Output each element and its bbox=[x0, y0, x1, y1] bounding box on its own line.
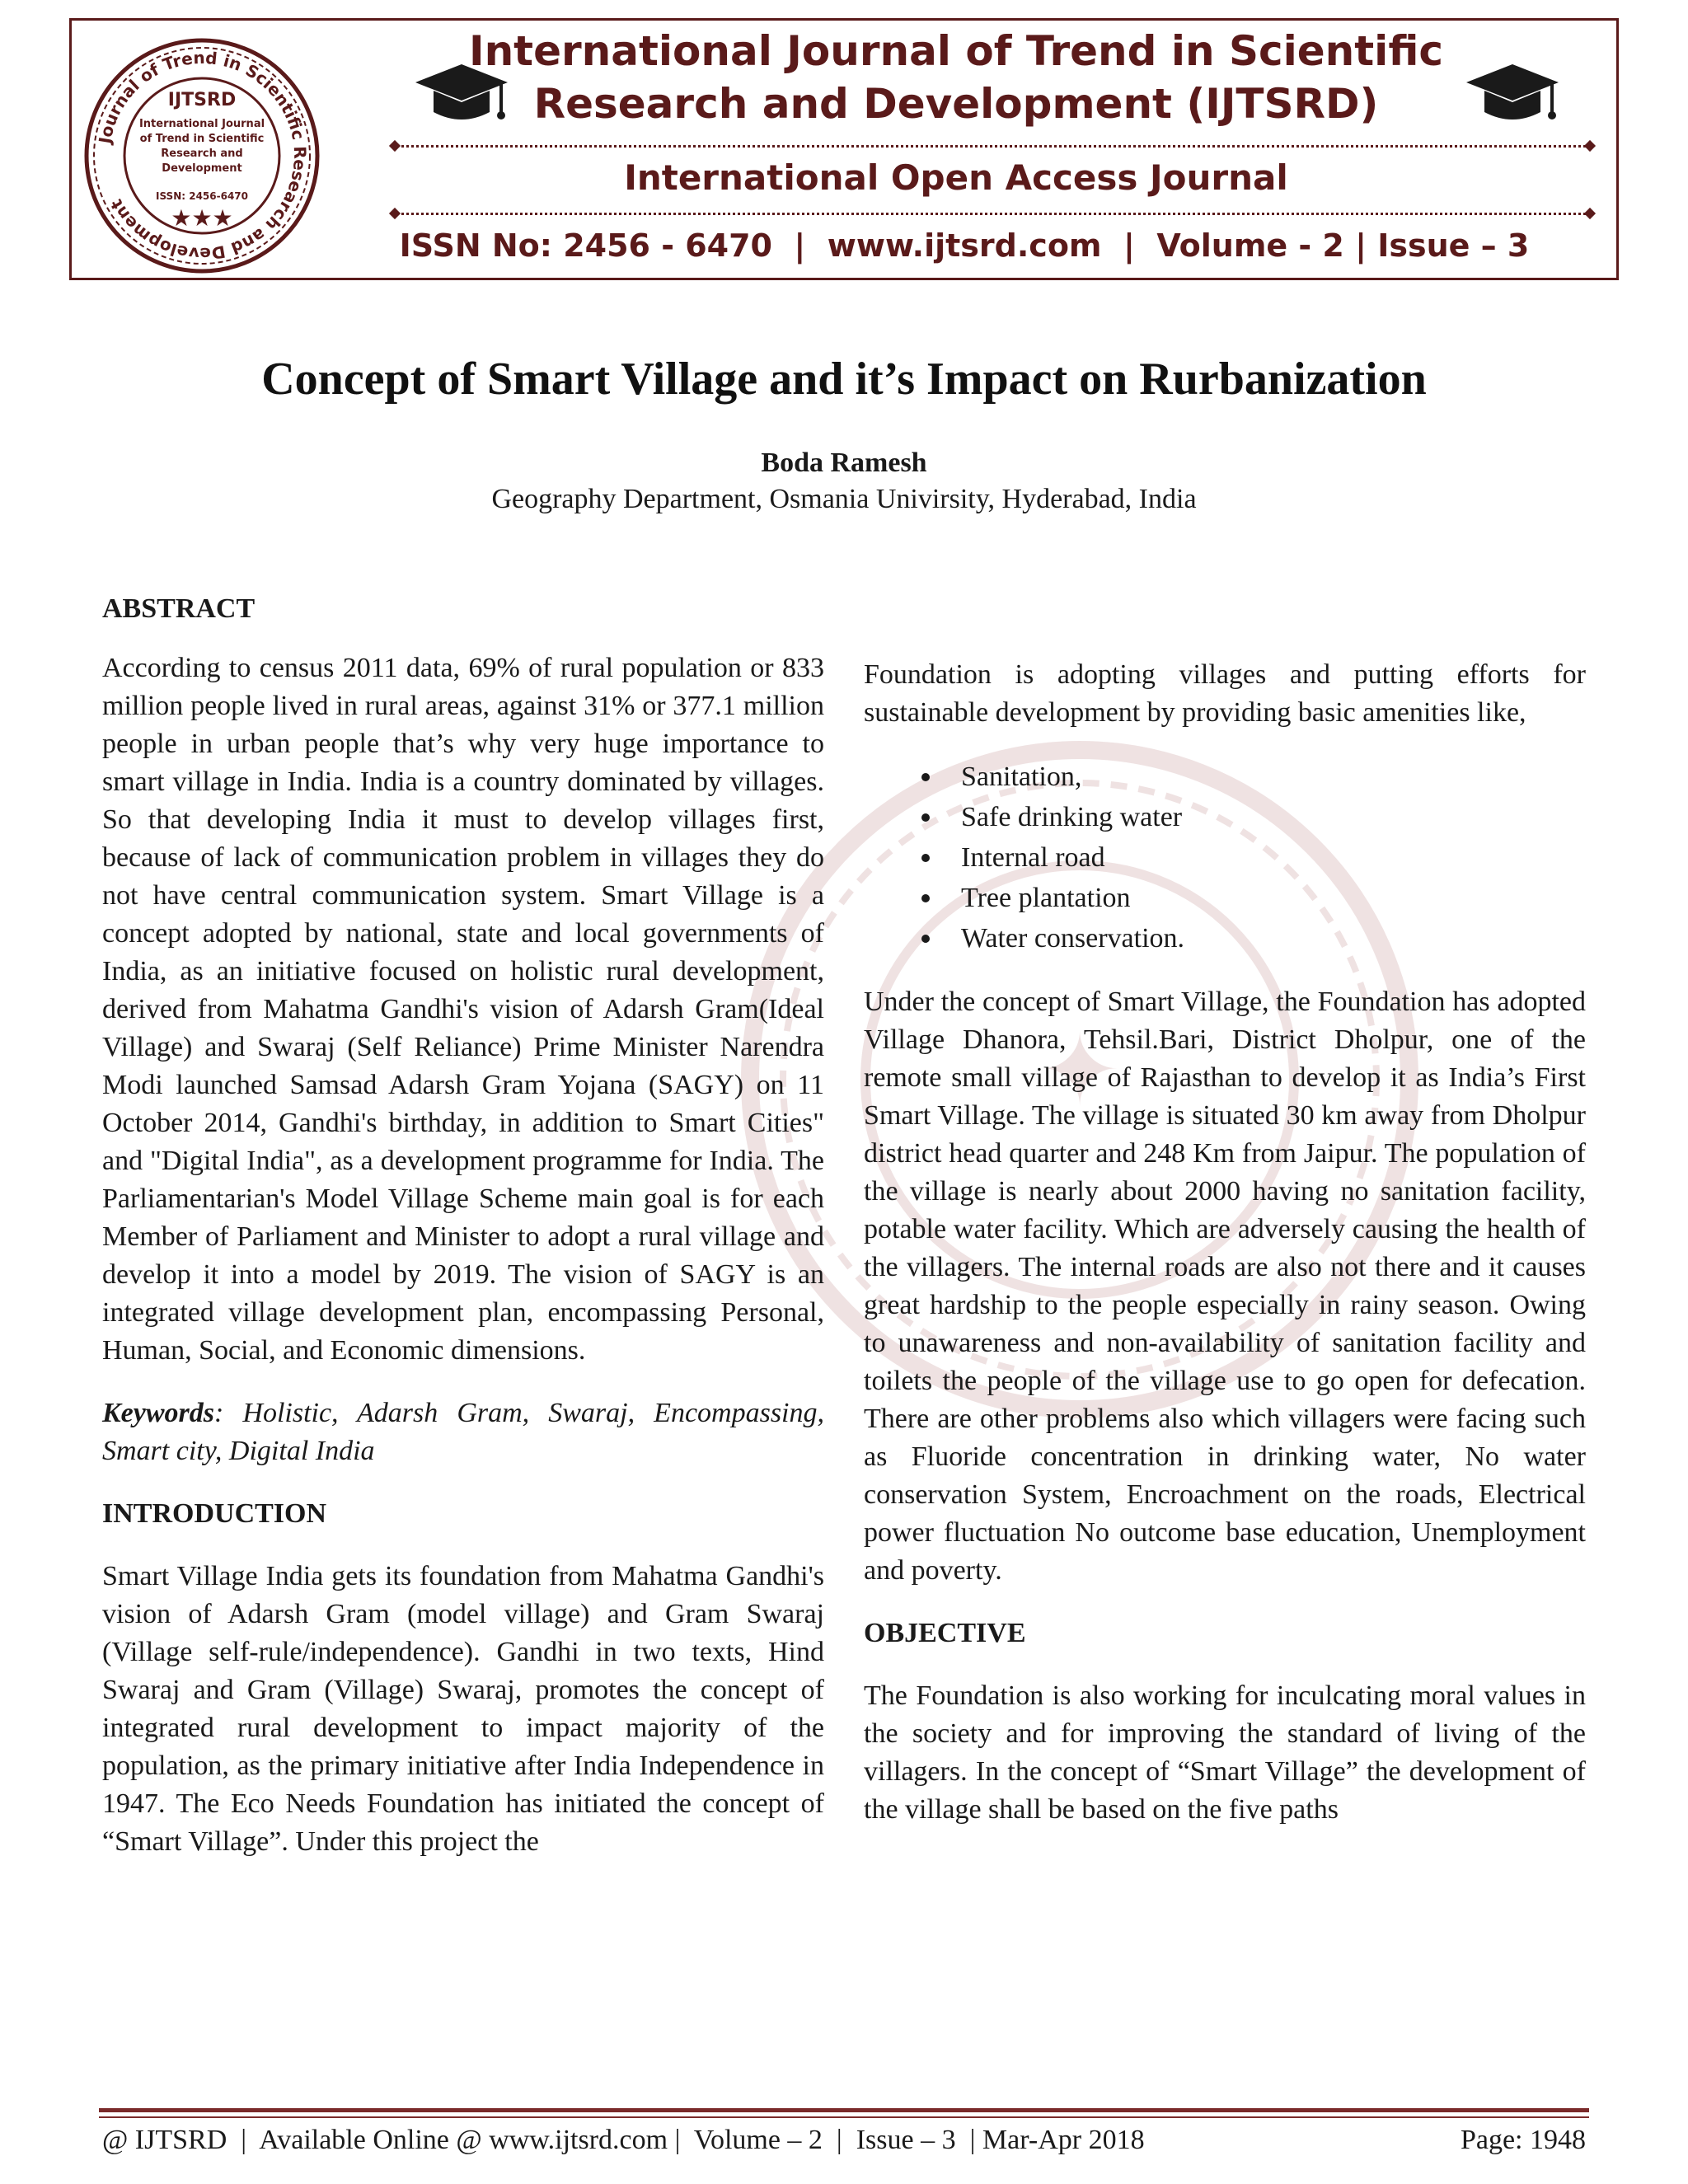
dhanora-paragraph: Under the concept of Smart Village, the Foundation has adopted Village Dhanora, Tehsil.Bari, District Dholpur, one of the remote small village of Rajasthan to develop it as India’s First Smart Village. The village is situated 30 km away from Dholpur district head quarter and 248 Km from Jaipur. The population of the village is nearly about 2000 having no sanitation facility, potable water facility. Which are adversely causing the health of the villagers. The internal roads are also not there and it causes great hardship to the people especially in rainy season. Owing to unawareness and non-availability of sanitation facility and toilets the people of the village use to go open for defecation. There are other problems also which villagers were facing such as Fluoride concentration in drinking water, No water conservation System, Encroachment on the roads, Electrical power fluctuation No outcome base education, Unemployment and poverty. bbox=[864, 987, 1586, 1586]
svg-text:✦: ✦ bbox=[1038, 1014, 1122, 1128]
logo-line: Development bbox=[162, 162, 242, 175]
objective-text: The Foundation is also working for inculcating moral values in the society and for improving the standard of living of the villagers. In the concept of “Smart Village” the development of the village shall be based on the five paths bbox=[864, 1680, 1586, 1825]
journal-title bbox=[462, 25, 1451, 130]
introduction-continued-text: Foundation is adopting villages and putting efforts for sustainable development by providing basic amenities like, bbox=[864, 659, 1586, 728]
list-item bbox=[921, 918, 1586, 958]
list-item bbox=[921, 757, 1586, 797]
logo-line: Research and bbox=[161, 148, 243, 160]
journal-title-line: International Journal of Trend in Scientific bbox=[468, 27, 1444, 75]
keywords-paragraph bbox=[102, 1394, 824, 1470]
bullet-icon bbox=[921, 773, 930, 781]
graduation-cap-icon bbox=[1463, 58, 1562, 132]
list-item-text: Safe drinking water bbox=[961, 802, 1183, 832]
right-column bbox=[864, 656, 1586, 1829]
bullet-icon bbox=[921, 935, 930, 943]
logo-abbr: IJTSRD bbox=[167, 90, 237, 110]
logo-line: International Journal bbox=[138, 118, 265, 130]
abstract-heading: ABSTRACT bbox=[102, 593, 256, 624]
list-item-text: Tree plantation bbox=[961, 883, 1131, 913]
logo-ring-text: Journal of Trend in Scientific Research and Development bbox=[95, 47, 311, 265]
author-affiliation: Geography Department, Osmania Univirsity, Hyderabad, India bbox=[491, 484, 1197, 514]
page-number: Page: 1948 bbox=[1460, 2125, 1586, 2155]
objective-heading: OBJECTIVE bbox=[864, 1618, 1026, 1648]
keywords-label: Keywords bbox=[102, 1398, 214, 1428]
introduction-heading: INTRODUCTION bbox=[102, 1498, 327, 1529]
list-item bbox=[921, 837, 1586, 878]
issn-volume-line: ISSN No: 2456 - 6470 | www.ijtsrd.com | Volume - 2 | Issue – 3 bbox=[399, 227, 1530, 264]
footer-divider bbox=[99, 2116, 1589, 2118]
introduction-text: Smart Village India gets its foundation from Mahatma Gandhi's vision of Adarsh Gram (model village) and Gram Swaraj (Village self-rule/independence). Gandhi in two texts, Hind Swaraj and Gram (Village) Swaraj, promotes the concept of integrated rural development to impact majority of the population, as the primary initiative after India Independence in 1947. The Eco Needs Foundation has initiated the concept of “Smart Village”. Under this project the bbox=[102, 1561, 824, 1857]
bullet-icon bbox=[921, 894, 930, 902]
list-item bbox=[921, 878, 1586, 918]
list-item-text: Water conservation. bbox=[961, 923, 1185, 954]
list-item-text: Internal road bbox=[961, 842, 1105, 873]
logo-issn: ISSN: 2456-6470 bbox=[155, 190, 249, 202]
list-item-text: Sanitation, bbox=[961, 762, 1082, 792]
bullet-icon bbox=[921, 854, 930, 862]
logo-line: of Trend in Scientific bbox=[139, 133, 265, 145]
list-item bbox=[921, 797, 1586, 837]
header-divider bbox=[396, 145, 1591, 148]
journal-title-line: Research and Development (IJTSRD) bbox=[533, 80, 1379, 128]
amenities-list bbox=[864, 757, 1586, 958]
bullet-icon bbox=[921, 813, 930, 822]
paper-title: Concept of Smart Village and it’s Impact on Rurbanization bbox=[261, 354, 1427, 405]
author-name: Boda Ramesh bbox=[761, 448, 927, 478]
left-column bbox=[102, 590, 824, 1861]
abstract-text: According to census 2011 data, 69% of rural population or 833 million people lived in rural areas, against 31% or 377.1 million people in urban people that’s why very huge importance to smart village in India. India is a country dominated by villages. So that developing India it must to develop villages first, because of lack of communication problem in villages they do not have central communication system. Smart Village is a concept adopted by national, state and local governments of India, as an initiative focused on holistic rural development, derived from Mahatma Gandhi's vision of Adarsh Gram(Ideal Village) and Swaraj (Self Reliance) Prime Minister Narendra Modi launched Samsad Adarsh Gram Yojana (SAGY) on 11 October 2014, Gandhi's birthday, in addition to Smart Cities" and "Digital India", as a development programme for India. The Parliamentarian's Model Village Scheme main goal is for each Member of Parliament and Minister to adopt a rural village and develop it into a model by 2019. The vision of SAGY is an integrated village development plan, encompassing Personal, Human, Social, and Economic dimensions. bbox=[102, 653, 824, 1366]
open-access-label: International Open Access Journal bbox=[624, 157, 1288, 198]
header-divider bbox=[396, 213, 1591, 215]
keywords-text: : Holistic, Adarsh Gram, Swaraj, Encompassing, Smart city, Digital India bbox=[102, 1398, 824, 1466]
footer-citation: @ IJTSRD | Available Online @ www.ijtsrd.com | Volume – 2 | Issue – 3 | Mar-Apr 2018 bbox=[102, 2125, 1145, 2155]
footer-divider bbox=[99, 2108, 1589, 2112]
ijtsrd-logo bbox=[79, 38, 325, 274]
logo-stars-icon: ★★★ bbox=[171, 204, 233, 232]
